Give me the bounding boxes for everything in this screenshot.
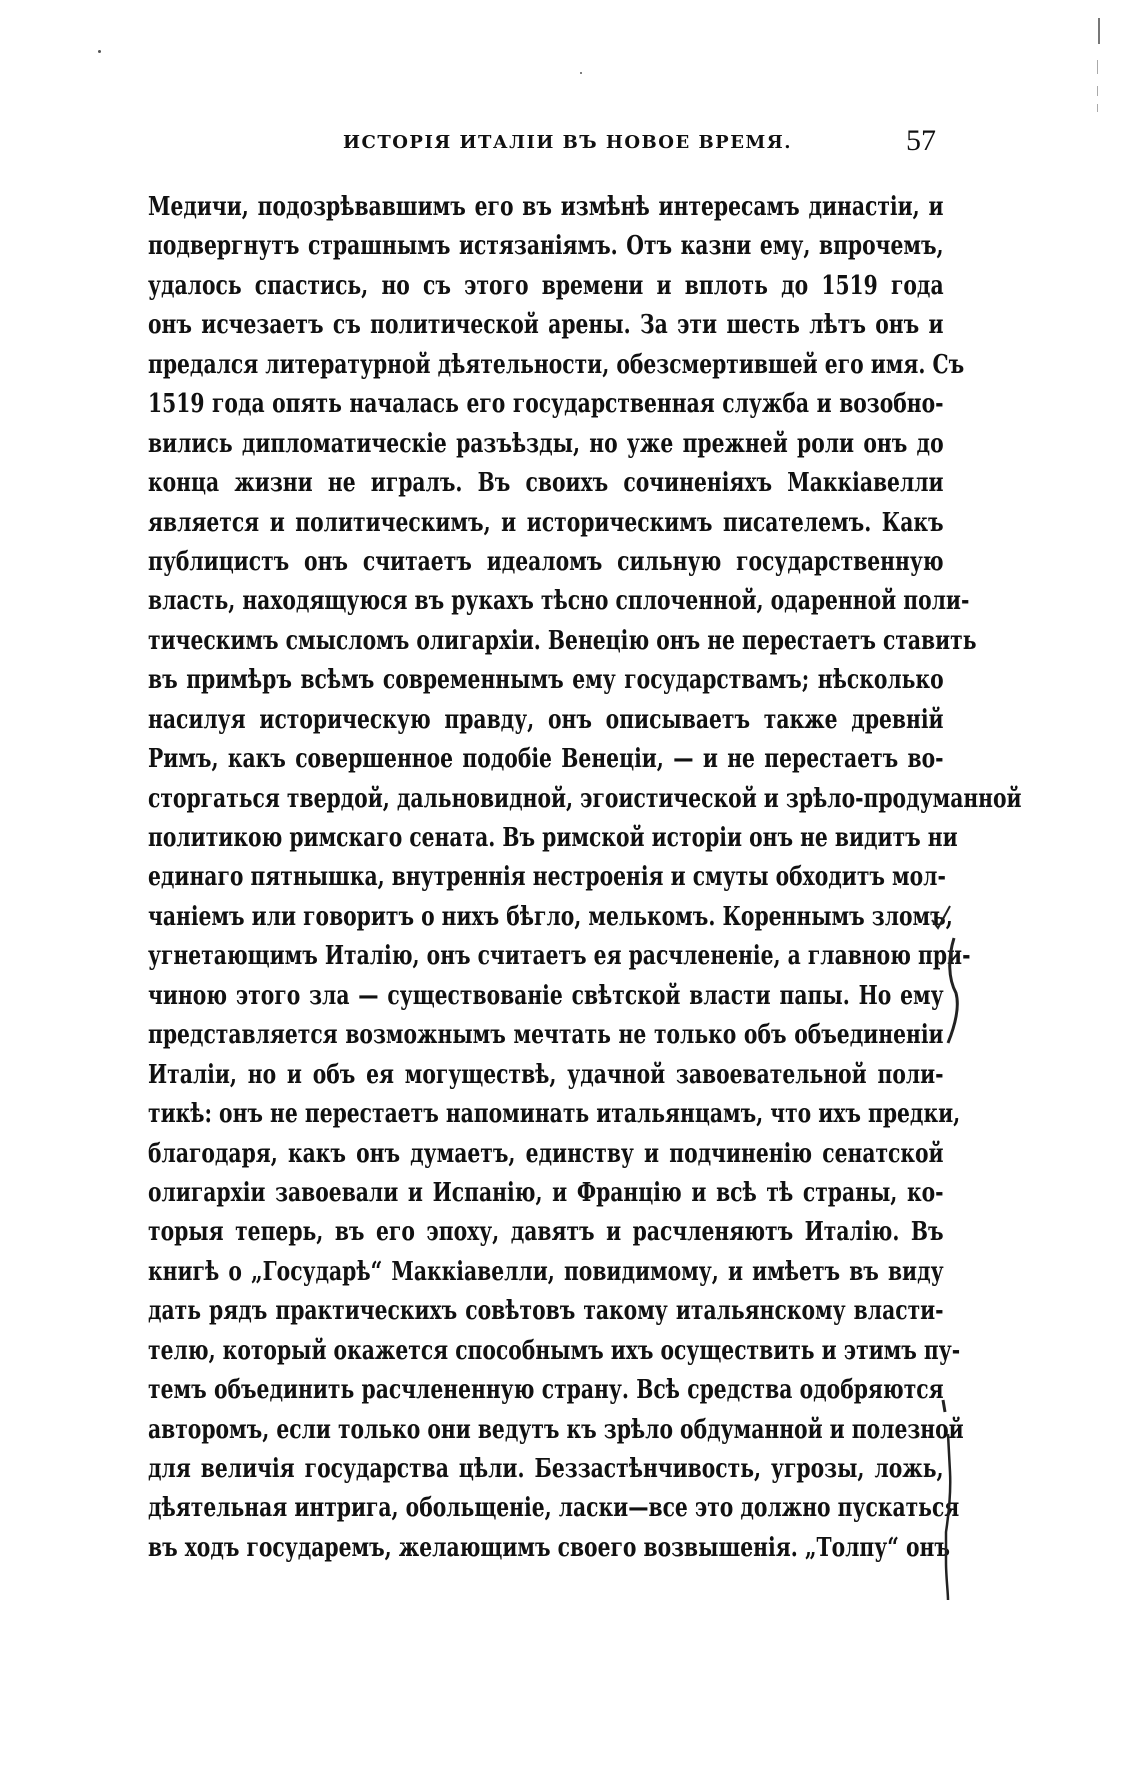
text-line: въ ходъ государемъ, желающимъ своего возвышенія. „Толпу“ онъ: [148, 1532, 950, 1563]
text-line: чиною этого зла — существованіе свѣтской власти папы. Но ему: [148, 980, 944, 1011]
text-line: предался литературной дѣятельности, обезсмертившей его имя. Съ: [148, 349, 965, 380]
page-number: 57: [906, 124, 936, 157]
text-line: вились дипломатическіе разъѣзды, но уже прежней роли онъ до: [148, 428, 944, 459]
body-text: [148, 188, 1022, 1568]
text-line: авторомъ, если только они ведутъ къ зрѣло обдуманной и полезной: [148, 1414, 964, 1445]
text-line: тическимъ смысломъ олигархіи. Венецію онъ не перестаетъ ставить: [148, 625, 977, 656]
text-line: олигархіи завоевали и Испанію, и Францію и всѣ тѣ страны, ко-: [148, 1177, 944, 1208]
text-line: телю, который окажется способнымъ ихъ осуществить и этимъ пу-: [148, 1335, 961, 1366]
text-line: для величія государства цѣли. Беззастѣнчивость, угрозы, ложь,: [148, 1454, 944, 1484]
text-line: Италіи, но и объ ея могуществѣ, удачной завоевательной поли-: [148, 1059, 944, 1090]
text-line: угнетающимъ Италію, онъ считаетъ ея расчлененіе, а главною при-: [148, 941, 971, 972]
scan-edge-mark: [1097, 104, 1098, 112]
text-line: политикою римскаго сената. Въ римской исторіи онъ не видитъ ни: [148, 823, 958, 853]
text-line: Римъ, какъ совершенное подобіе Венеціи, — и не перестаетъ во-: [148, 744, 944, 775]
text-line: подвергнутъ страшнымъ истязаніямъ. Отъ казни ему, впрочемъ,: [148, 231, 944, 262]
text-line: удалось спастись, но съ этого времени и вплоть до 1519 года: [148, 270, 944, 301]
text-line: представляется возможнымъ мечтать не только объ объединеніи: [148, 1020, 944, 1051]
scan-edge-mark: [1098, 18, 1100, 44]
text-line: тикѣ: онъ не перестаетъ напоминать итальянцамъ, что ихъ предки,: [148, 1099, 961, 1130]
text-line: чаніемъ или говоритъ о нихъ бѣгло, мелькомъ. Кореннымъ зломъ,: [148, 901, 953, 932]
text-line: насилуя историческую правду, онъ описываетъ также древній: [148, 704, 944, 735]
scan-speck: [580, 72, 582, 74]
text-line: въ примѣръ всѣмъ современнымъ ему государствамъ; нѣсколько: [148, 665, 944, 696]
scan-edge-mark: [1097, 60, 1098, 74]
text-line: онъ исчезаетъ съ политической арены. За эти шесть лѣтъ онъ и: [148, 310, 944, 341]
text-line: 1519 года опять началась его государственная служба и возобно-: [148, 389, 944, 420]
running-header: [148, 124, 944, 164]
text-line: власть, находящуюся въ рукахъ тѣсно сплоченной, одаренной поли-: [148, 586, 970, 617]
text-line: Медичи, подозрѣвавшимъ его въ измѣнѣ интересамъ династіи, и: [148, 192, 944, 222]
text-line: конца жизни не игралъ. Въ своихъ сочиненіяхъ Маккіавелли: [148, 468, 944, 499]
text-line: публицистъ онъ считаетъ идеаломъ сильную государственную: [148, 546, 944, 577]
text-line: книгѣ о „Государѣ“ Маккіавелли, повидимому, и имѣетъ въ виду: [148, 1256, 944, 1287]
text-line: единаго пятнышка, внутреннія нестроенія и смуты обходитъ мол-: [148, 862, 946, 893]
text-line: благодаря, какъ онъ думаетъ, единству и подчиненію сенатской: [148, 1138, 944, 1169]
running-title: ИСТОРІЯ ИТАЛІИ ВЪ НОВОЕ ВРЕМЯ.: [343, 132, 792, 153]
scan-speck: [98, 50, 101, 53]
text-line: темъ объединить расчлененную страну. Всѣ средства одобряются: [148, 1375, 944, 1406]
text-line: сторгаться твердой, дальновидной, эгоистической и зрѣло-продуманной: [148, 783, 1022, 814]
text-line: торыя теперь, въ его эпоху, давятъ и расчленяютъ Италію. Въ: [148, 1217, 944, 1248]
text-line: является и политическимъ, и историческимъ писателемъ. Какъ: [148, 507, 944, 538]
scan-edge-mark: [1097, 86, 1098, 96]
text-line: дать рядъ практическихъ совѣтовъ такому итальянскому власти-: [148, 1296, 944, 1327]
text-line: дѣятельная интрига, обольщеніе, ласки—все это должно пускаться: [148, 1493, 960, 1524]
